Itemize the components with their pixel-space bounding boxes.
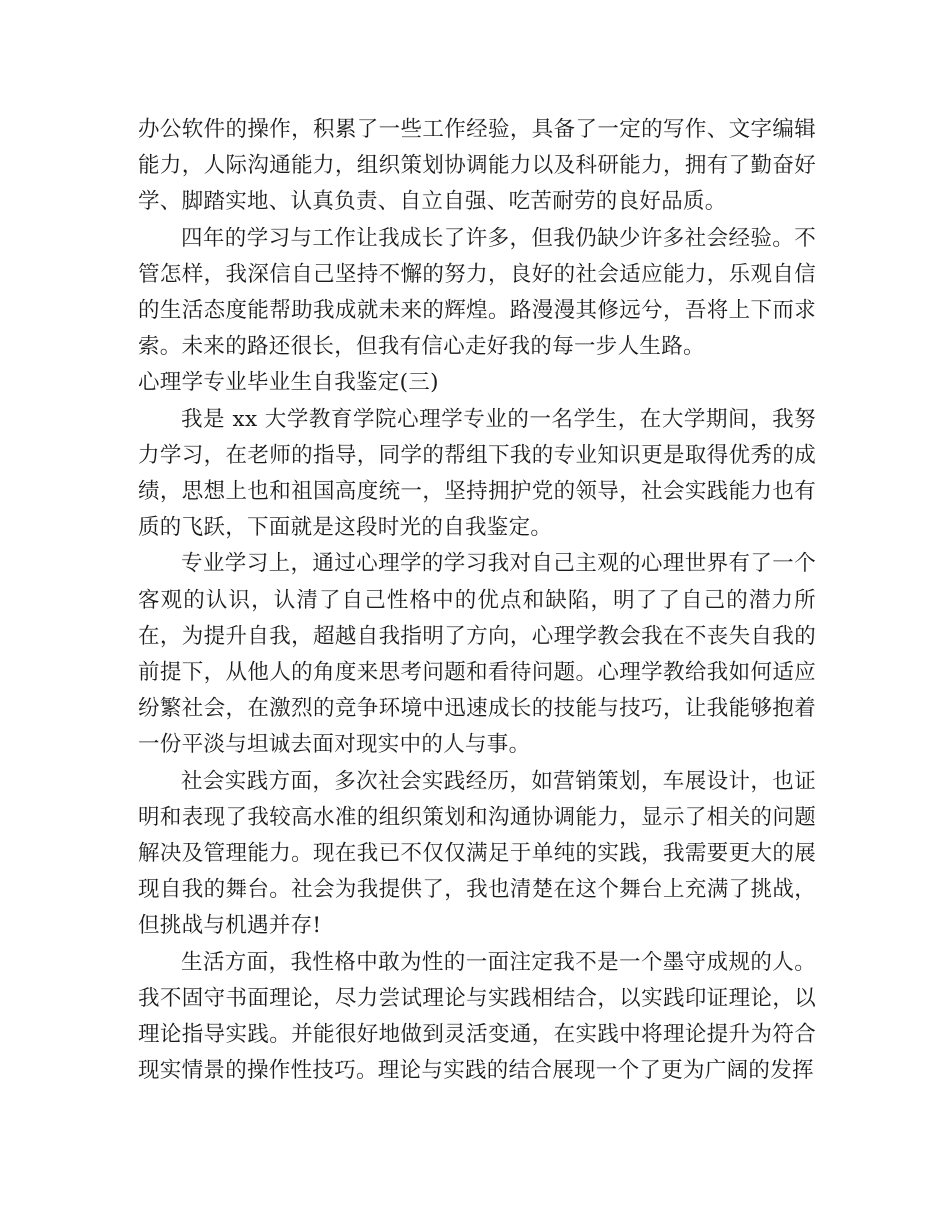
paragraph-continuation: 办公软件的操作，积累了一些工作经验，具备了一定的写作、文字编辑能力，人际沟通能力，组织策划协调能力以及科研能力，拥有了勤奋好学、脚踏实地、认真负责、自立自强、吃苦耐劳的良好品质。: [138, 117, 816, 215]
paragraph: 我是 xx 大学教育学院心理学专业的一名学生，在大学期间，我努力学习，在老师的指导，同学的帮组下我的专业知识更是取得优秀的成绩，思想上也和祖国高度统一，坚持拥护党的领导，社会实践能力也有质的飞跃，下面就是这段时光的自我鉴定。: [138, 406, 816, 541]
section-heading: 心理学专业毕业生自我鉴定(三): [138, 370, 439, 396]
paragraph: 社会实践方面，多次社会实践经历，如营销策划，车展设计，也证明和表现了我较高水准的组织策划和沟通协调能力，显示了相关的问题解决及管理能力。现在我已不仅仅满足于单纯的实践，我需要更大的展现自我的舞台。社会为我提供了，我也清楚在这个舞台上充满了挑战，但挑战与机遇并存!: [138, 768, 816, 939]
document-body: [138, 112, 816, 1089]
paragraph: 生活方面，我性格中敢为性的一面注定我不是一个墨守成规的人。我不固守书面理论，尽力尝试理论与实践相结合，以实践印证理论，以理论指导实践。并能很好地做到灵活变通，在实践中将理论提升为符合现实情景的操作性技巧。理论与实践的结合展现一个了更为广阔的发挥: [138, 949, 816, 1084]
paragraph: 四年的学习与工作让我成长了许多，但我仍缺少许多社会经验。不管怎样，我深信自己坚持不懈的努力，良好的社会适应能力，乐观自信的生活态度能帮助我成就未来的辉煌。路漫漫其修远兮，吾将上下而求索。未来的路还很长，但我有信心走好我的每一步人生路。: [138, 225, 816, 360]
paragraph: 专业学习上，通过心理学的学习我对自己主观的心理世界有了一个客观的认识，认清了自己性格中的优点和缺陷，明了了自己的潜力所在，为提升自我，超越自我指明了方向，心理学教会我在不丧失自我的前提下，从他人的角度来思考问题和看待问题。心理学教给我如何适应纷繁社会，在激烈的竞争环境中迅速成长的技能与技巧，让我能够抱着一份平淡与坦诚去面对现实中的人与事。: [138, 551, 816, 758]
